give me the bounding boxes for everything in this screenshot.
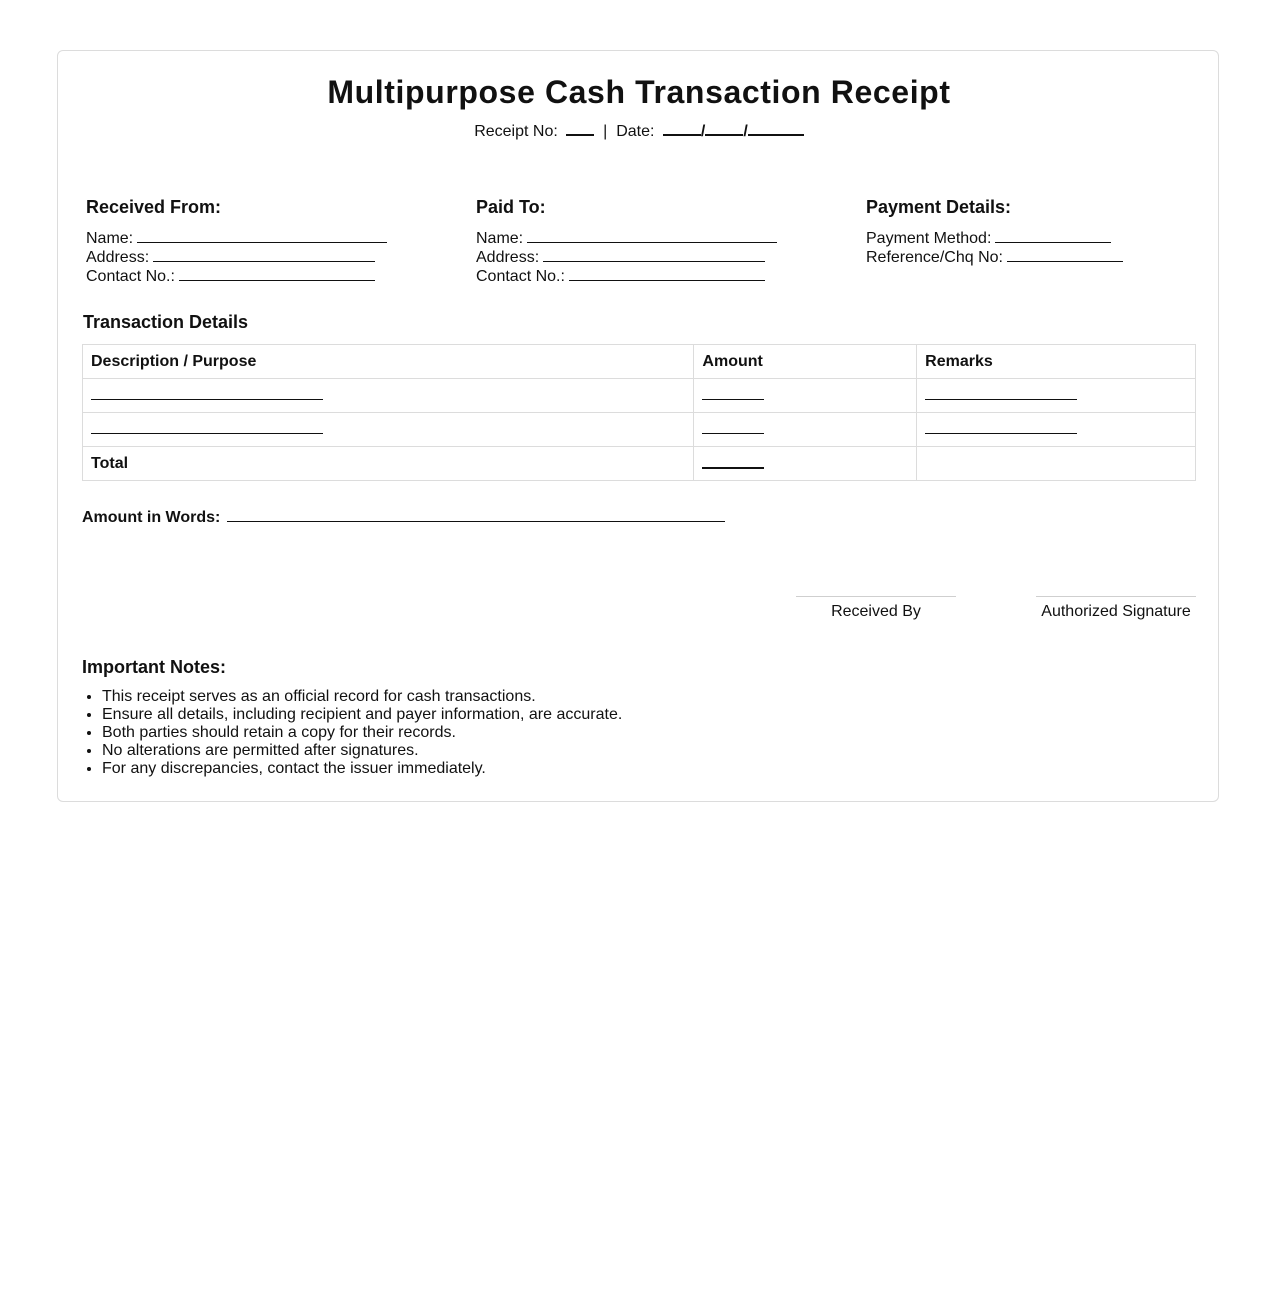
list-item: • No alterations are permitted after signatures. [102, 742, 622, 760]
paid-to-contact-field[interactable] [569, 267, 765, 281]
date-month-field[interactable] [705, 119, 743, 136]
table-header-row [83, 345, 1196, 379]
paid-to-section [476, 196, 777, 286]
remarks-field[interactable] [925, 420, 1077, 434]
reference-field[interactable] [1007, 248, 1123, 262]
date-year-field[interactable] [748, 119, 804, 136]
contact-label: Contact No.: [86, 268, 175, 285]
date-separator: / [743, 123, 748, 140]
received-from-contact-field[interactable] [179, 267, 375, 281]
table-row [83, 413, 1196, 447]
paid-to-name-field[interactable] [527, 229, 777, 243]
receipt-meta [0, 119, 1278, 141]
payment-details-section [866, 196, 1123, 267]
reference-label: Reference/Chq No: [866, 249, 1003, 266]
total-row [83, 447, 1196, 481]
name-label: Name: [476, 230, 524, 247]
receipt-no-field[interactable] [566, 119, 594, 136]
received-from-section [86, 196, 387, 286]
remarks-field[interactable] [925, 386, 1077, 400]
description-field[interactable] [91, 386, 323, 400]
address-label: Address: [476, 249, 540, 266]
received-by-signature[interactable]: Received By [796, 596, 956, 621]
date-label: Date: [616, 123, 655, 140]
transaction-details-title: Transaction Details [83, 312, 249, 332]
total-label: Total [83, 447, 694, 481]
list-item: • Ensure all details, including recipient and payer information, are accurate. [102, 706, 622, 724]
column-header-description: Description / Purpose [83, 345, 694, 379]
list-item: • This receipt serves as an official record for cash transactions. [102, 688, 622, 706]
table-row [83, 379, 1196, 413]
amount-field[interactable] [702, 420, 764, 434]
amount-in-words-label: Amount in Words: [82, 509, 221, 526]
date-day-field[interactable] [663, 119, 701, 136]
total-remarks-cell [917, 447, 1196, 481]
paid-to-address-field[interactable] [543, 248, 765, 262]
amount-in-words [82, 508, 725, 527]
amount-in-words-field[interactable] [227, 508, 725, 522]
date-separator: / [700, 123, 706, 140]
important-notes-title: Important Notes: [82, 657, 226, 677]
list-item: • For any discrepancies, contact the issuer immediately. [102, 760, 622, 778]
received-from-address-field[interactable] [153, 248, 375, 262]
receipt-no-label: Receipt No: [474, 123, 558, 140]
payment-method-field[interactable] [995, 229, 1111, 243]
description-field[interactable] [91, 420, 323, 434]
receipt-title: Multipurpose Cash Transaction Receipt [327, 74, 951, 110]
column-header-remarks: Remarks [917, 345, 1196, 379]
meta-separator: | [603, 123, 608, 140]
payment-details-heading: Payment Details: [866, 197, 1012, 217]
received-from-name-field[interactable] [137, 229, 387, 243]
notes-list [82, 688, 622, 778]
payment-method-label: Payment Method: [866, 230, 992, 247]
paid-to-heading: Paid To: [476, 197, 546, 217]
received-from-heading: Received From: [86, 197, 222, 217]
column-header-amount: Amount [694, 345, 917, 379]
authorized-signature[interactable]: Authorized Signature [1036, 596, 1196, 621]
name-label: Name: [86, 230, 134, 247]
total-amount-field[interactable] [702, 453, 764, 469]
list-item: • Both parties should retain a copy for their records. [102, 724, 622, 742]
contact-label: Contact No.: [476, 268, 565, 285]
amount-field[interactable] [702, 386, 764, 400]
transaction-table [82, 344, 1196, 481]
address-label: Address: [86, 249, 150, 266]
